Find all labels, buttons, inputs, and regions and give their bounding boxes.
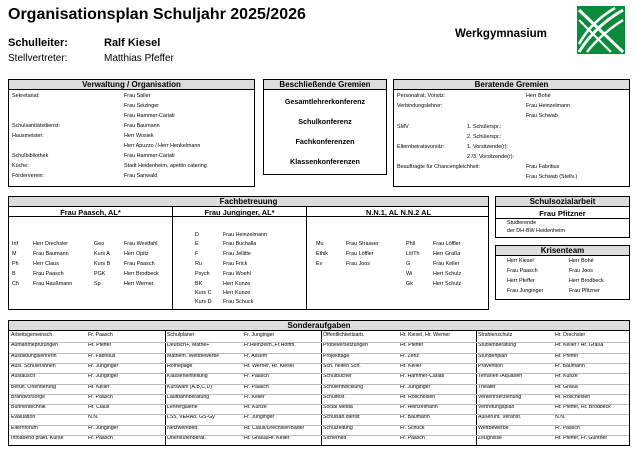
subject: B (12, 271, 16, 277)
schulsozialarbeit-title: Schulsozialarbeit (496, 197, 629, 207)
subject: Lit/Th (406, 251, 420, 257)
fachbetreuung-box (8, 196, 489, 310)
sonderaufgabe-person: Fr. Zenz (400, 352, 420, 359)
sonderaufgabe-task: Strahlenschutz (478, 332, 513, 338)
teacher: Frau Paasch (124, 261, 155, 267)
sonderaufgabe-task: Prävention (478, 362, 503, 369)
sonderaufgabe-task: Kurswahl (A,B,C,D) (167, 383, 212, 390)
teacher: Herr Werner (124, 281, 154, 287)
sonderaufgabe-task: Laufbahnberatung (167, 393, 210, 400)
sonderaufgabe-task: Außerunt. Veranst. (478, 414, 522, 421)
verwaltung-value: Frau Hammer-Cariati (124, 113, 175, 119)
gremium-item: Klassenkonferenzen (290, 157, 360, 166)
beratende-mid: 1. Schülerspr.: (467, 124, 502, 130)
teacher: Frau Joos (346, 261, 370, 267)
sonderaufgabe-task: Sicherheit (323, 435, 347, 441)
sonderaufgabe-task: Austausch (11, 373, 36, 380)
krisenteam-box (495, 245, 630, 300)
sonderaufgabe-person: Fr. Assem (244, 352, 268, 359)
sonderaufgabe-task: Terrarien /Aquarien (478, 373, 523, 380)
beratende-box (393, 79, 630, 187)
sonderaufgabe-person: Fr. Paasch (400, 435, 425, 441)
sonderaufgabe-task: Oberstufenberat. (167, 435, 206, 441)
head-label: Schulleiter: (8, 37, 68, 49)
subject: BK (195, 281, 203, 287)
verwaltung-value: Herr Wosiek (124, 133, 154, 139)
sonderaufgabe-person: Fr. Paasch (555, 424, 580, 431)
school-logo (577, 6, 625, 54)
subject: Kurs C (195, 290, 212, 296)
sonderaufgabe-person: Hr. Claus (88, 404, 110, 411)
sonderaufgabe-person: Hr. Graßa (555, 383, 578, 390)
verwaltung-value: Frau Sanwald (124, 173, 158, 179)
sonderaufgabe-person: Hr. Pfeffer (88, 342, 112, 349)
sonderaufgabe-person: Hr. Pfeffer (400, 342, 424, 349)
gremium-item: Fachkonferenzen (295, 137, 355, 146)
beratende-mid: 1. Vorsitzende(r): (467, 144, 509, 150)
sonderaufgabe-task: Klasseneinteilung (167, 373, 208, 380)
sonderaufgabe-task: Lehrergalerie (167, 404, 198, 411)
subject: Wi (406, 271, 413, 277)
sonderaufgaben-title: Sonderaufgaben (9, 321, 629, 331)
verwaltung-value: Frau Baumann (124, 123, 160, 129)
verwaltung-value: Stadt Heidenheim, apetito catering (124, 163, 207, 169)
teacher: Frau Schuck (223, 299, 254, 305)
subject: E (195, 241, 199, 247)
teacher: Frau Strasser (346, 241, 379, 247)
verwaltung-label: Küche: (12, 163, 29, 169)
teacher: Herr Brodbeck (124, 271, 159, 277)
sonderaufgabe-person: N.N. (555, 414, 566, 421)
teacher: Herr Opitz (124, 251, 149, 257)
sonderaufgabe-task: Mathem. Wettbewerbe (167, 352, 220, 359)
sonderaufgabe-task: Probeversetzungen (323, 342, 368, 349)
head-name: Ralf Kiesel (104, 37, 161, 49)
sonderaufgabe-task: Studienberatung (478, 342, 517, 349)
sonderaufgabe-task: Netzwerkbetr. (167, 424, 199, 431)
subject: Ch (12, 281, 19, 287)
verwaltung-label: Hausmeister: (12, 133, 44, 139)
verwaltung-value: Herr Apuzzo / Herr Henkelmann (124, 143, 201, 149)
sonderaufgabe-person: Fr. Heinzelmann (400, 404, 438, 411)
sonderaufgabe-task: Ausl. Schüler/innen (11, 362, 56, 369)
sonderaufgabe-person: Fr. Paasch (244, 383, 269, 390)
teacher: Frau Löffler (346, 251, 374, 257)
sonderaufgabe-person: Fr. Baumann (555, 362, 585, 369)
teacher: Frau Haußmann (33, 281, 73, 287)
sonderaufgabe-person: Hr. Röscheisen (555, 393, 591, 400)
section-heading: Frau Paasch, AL* (60, 208, 121, 217)
sonderaufgabe-task: Wettbewerbe (478, 424, 509, 431)
schulsozialarbeit-note: Studierende (507, 220, 537, 226)
sonderaufgabe-person: Hr. Keller / Hr. Graßa (555, 342, 604, 349)
sonderaufgabe-person: Hr. Pfeffer, Hr. Brodbeck (555, 404, 611, 411)
subject: G (406, 261, 411, 267)
gremium-item: Schulkonferenz (298, 117, 352, 126)
beratende-label: Elternbeiratsvorsitz: (397, 144, 445, 150)
sonderaufgabe-task: Projekttage (323, 352, 350, 359)
beratende-value: Frau Schwab (Stellv.) (526, 174, 578, 180)
sonderaufgabe-task: Deutsch+, Mathe+ (167, 342, 210, 349)
subject: Inf (12, 241, 18, 247)
verwaltung-label: Schulsanitätsdienst: (12, 123, 60, 129)
subject: Ru (195, 261, 202, 267)
krisenteam-member: Frau Joos (569, 268, 593, 274)
beratende-value: Frau Heinzelmann (526, 103, 571, 109)
teacher: Frau Frick (223, 261, 248, 267)
sonderaufgabe-task: Schulbücher (323, 373, 352, 380)
gremien-title: Beschließende Gremien (264, 80, 386, 90)
schulsozialarbeit-name: Frau Pfitzner (539, 209, 586, 218)
sonderaufgabe-task: Aufnahmeprüfungen (11, 342, 59, 349)
teacher: Frau Paasch (33, 271, 64, 277)
subject: Mu (316, 241, 324, 247)
sonderaufgabe-person: Hr. Pfeffer, Fr. Günther (555, 435, 608, 441)
teacher: Frau Woehl (223, 271, 251, 277)
section-heading: Frau Junginger, AL* (204, 208, 275, 217)
teacher: Frau Baumann (33, 251, 69, 257)
sonderaufgabe-task: LS5, VERA8, GS-Gy (167, 414, 215, 421)
sonderaufgabe-task: Homepage (167, 362, 193, 369)
teacher: Herr Kunze (223, 281, 251, 287)
gremium-item: Gesamtlehrerkonferenz (284, 97, 366, 106)
sonderaufgabe-task: Infoabend prakt. Kurse (11, 435, 64, 441)
sonderaufgabe-person: Fr. Paasch (88, 435, 113, 441)
subject: PGK (94, 271, 106, 277)
sonderaufgabe-person: Hr. Werner, Hr. Kiesel (244, 362, 294, 369)
sonderaufgabe-person: Fr. Hammer-Cariati (400, 373, 445, 380)
sonderaufgabe-person: Fr. Paasch (88, 332, 113, 338)
beratende-label: SMV (397, 124, 409, 130)
teacher: Frau Keller (433, 261, 460, 267)
krisenteam-member: Frau Pfitzner (569, 288, 600, 294)
sonderaufgabe-person: N.N. (88, 414, 99, 421)
sonderaufgabe-person: Fr. Junginger (88, 424, 119, 431)
beratende-label: Personalrat, Vorsitz: (397, 93, 446, 99)
sonderaufgabe-task: Brandvorsorge (11, 393, 46, 400)
sonderaufgabe-person: Fr. Junginger (244, 414, 275, 421)
krisenteam-member: Herr Brodbeck (569, 278, 604, 284)
sonderaufgabe-person: Fr. Paasch (244, 373, 269, 380)
sonderaufgabe-person: Fr.Heinzelm.,Fr.Hoffm. (244, 342, 296, 349)
section-heading: N.N.1, AL N.N.2 AL (365, 208, 432, 217)
krisenteam-member: Herr Pfeffer (507, 278, 535, 284)
sonderaufgabe-person: Fr. Baumann (400, 414, 430, 421)
sonderaufgabe-person: Fr. Junginger (400, 383, 431, 390)
verwaltung-value: Frau Seizinger (124, 103, 160, 109)
sonderaufgabe-person: Fr. Junginger (88, 373, 119, 380)
subject: Kurs A (94, 251, 110, 257)
sonderaufgabe-task: Stundenplan (478, 352, 508, 359)
beratende-mid: 2./3. Vorsitzende(r): (467, 154, 515, 160)
subject: Ethik (316, 251, 328, 257)
beratende-value: Frau Fabritius (526, 164, 560, 170)
subject: Gk (406, 281, 413, 287)
schulsozialarbeit-note: der DH-BW Heidenheim (507, 228, 565, 234)
school-name: Werkgymnasium (455, 28, 547, 40)
krisenteam-member: Herr Bohé (569, 258, 594, 264)
sonderaufgabe-person: Hr. Kiesel, Hr. Werner (400, 332, 451, 338)
subject: Phil (406, 241, 415, 247)
krisenteam-title: Krisenteam (496, 246, 629, 256)
schulsozialarbeit-box (495, 196, 630, 238)
fachbetreuung-title: Fachbetreuung (9, 197, 488, 207)
sonderaufgabe-task: Vertretungsplan (478, 404, 515, 411)
sonderaufgabe-task: Schulfest (323, 393, 345, 400)
sonderaufgabe-person: Hr. Pfeffer (555, 352, 579, 359)
krisenteam-member: Frau Paasch (507, 268, 538, 274)
sonderaufgabe-person: Hr. Keller (400, 362, 422, 369)
sonderaufgabe-task: Schulplaner (167, 332, 195, 338)
page-title: Organisationsplan Schuljahr 2025/2026 (8, 6, 306, 23)
beratende-mid: 2. Schülerspr.: (467, 134, 502, 140)
sonderaufgabe-person: Fr. Schuck (400, 424, 425, 431)
deputy-name: Matthias Pfeffer (104, 53, 174, 64)
subject: Psych (195, 271, 210, 277)
verwaltung-title: Verwaltung / Organisation (9, 80, 254, 90)
subject: Geo (94, 241, 105, 247)
krisenteam-member: Herr Kiesel (507, 258, 534, 264)
deputy-label: Stellvertreter: (8, 53, 68, 64)
sonderaufgabe-person: Hr. Keller (88, 383, 110, 390)
sonderaufgabe-task: Zeugnisse (478, 435, 502, 441)
teacher: Herr Claus (33, 261, 59, 267)
teacher: Frau Heinzelmann (223, 232, 268, 238)
verwaltung-label: Förderverein: (12, 173, 45, 179)
verwaltung-value: Frau Sailer (124, 93, 151, 99)
teacher: Herr Schulz (433, 281, 462, 287)
sonderaufgabe-task: Theater (478, 383, 496, 390)
sonderaufgabe-task: Verkehrserziehung (478, 393, 522, 400)
teacher: Herr Graßa (433, 251, 461, 257)
subject: Ev (316, 261, 323, 267)
verwaltung-label: Schulbibliothek (12, 153, 49, 159)
subject: Kurs D (195, 299, 212, 305)
sonderaufgabe-task: Bühnentechnik (11, 404, 46, 411)
sonderaufgaben-box (8, 320, 630, 446)
sonderaufgabe-task: Schulzeitung (323, 424, 353, 431)
sonderaufgabe-person: Fr. Fabritius (88, 352, 116, 359)
teacher: Herr Schulz (433, 271, 462, 277)
sonderaufgabe-task: Ausbildungslehrerin (11, 352, 57, 359)
sonderaufgabe-person: Hr. Röscheisen (400, 393, 436, 400)
verwaltung-value: Frau Hammer-Cariati (124, 153, 175, 159)
sonderaufgabe-person: Fr. Paasch (88, 393, 113, 400)
sonderaufgabe-task: Öffentlichkeitsarb. (323, 332, 365, 338)
sonderaufgabe-person: Fr. Junginger (244, 332, 275, 338)
sonderaufgabe-person: Hr. Drechsler (555, 332, 586, 338)
teacher: Herr Kunze (223, 290, 251, 296)
sonderaufgabe-task: Schulsan.dienst (323, 414, 360, 421)
beratende-title: Beratende Gremien (394, 80, 629, 90)
subject: Ph (12, 261, 19, 267)
subject: F (195, 251, 199, 257)
sonderaufgabe-person: Hr. Graßa/Hr. Keller (244, 435, 290, 441)
subject: D (195, 232, 199, 238)
teacher: Frau Löffler (433, 241, 461, 247)
beratende-label: Beauftragte für Chancengleichheit: (397, 164, 481, 170)
verwaltung-row: Sekretariat: (12, 93, 40, 99)
sonderaufgabe-person: Fr. Junginger (88, 362, 119, 369)
beratende-label: Verbindungslehrer: (397, 103, 443, 109)
sonderaufgabe-task: Arbeitsgemeinsch. (11, 332, 54, 338)
krisenteam-member: Frau Junginger (507, 288, 544, 294)
verwaltung-box (8, 79, 255, 187)
sonderaufgabe-task: Schulentwicklung (323, 383, 364, 390)
sonderaufgabe-person: Fr. Keller (244, 393, 265, 400)
sonderaufgabe-task: Berufl. Orientierung (11, 383, 56, 390)
sonderaufgabe-task: Elternforum (11, 424, 38, 431)
subject: Kurs B (94, 261, 111, 267)
teacher: Herr Drechsler (33, 241, 69, 247)
gremien-box (263, 79, 387, 175)
sonderaufgabe-task: Evaluation (11, 414, 36, 421)
subject: M (12, 251, 17, 257)
teacher: Frau Jellitte (223, 251, 251, 257)
teacher: Frau Westfahl (124, 241, 158, 247)
subject: Sp (94, 281, 101, 287)
sonderaufgabe-person: Hr. Kunze (244, 404, 267, 411)
beratende-value: Frau Schwab (526, 113, 558, 119)
sonderaufgabe-person: Hr. Claus/Drechsler/Bader (244, 424, 305, 431)
sonderaufgabe-task: Sch. helfen Sch. (323, 362, 361, 369)
sonderaufgabe-person: Hr. Kunze (555, 373, 578, 380)
beratende-value: Herr Bohé (526, 93, 551, 99)
sonderaufgabe-task: Social Media (323, 404, 353, 411)
teacher: Frau Buchalla (223, 241, 257, 247)
